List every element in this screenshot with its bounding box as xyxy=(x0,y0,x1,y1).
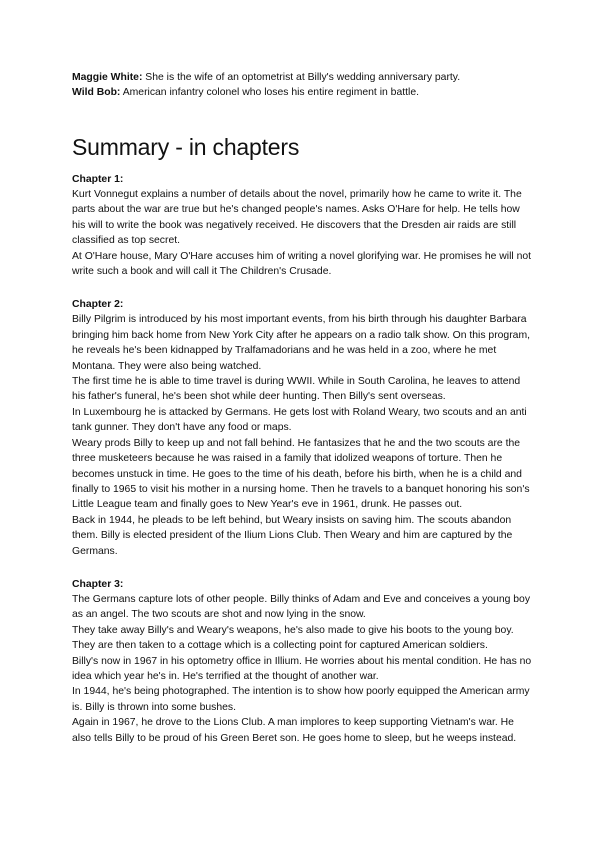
character-list xyxy=(72,70,532,100)
character-description: She is the wife of an optometrist at Billy's wedding anniversary party. xyxy=(142,72,461,83)
chapter-paragraph: Kurt Vonnegut explains a number of details about the novel, primarily how he came to write it. The parts about the war are true but he's changed people's names. Asks O'Hare for help. He tells how his will to write the book was negatively received. He discovers that the Dresden air raids are still classified as top secret. xyxy=(72,189,522,247)
chapter-paragraph: In Luxembourg he is attacked by Germans. He gets lost with Roland Weary, two scouts and an anti tank gunner. They don't have any food or maps. xyxy=(72,406,527,434)
chapter-paragraph: Weary prods Billy to keep up and not fall behind. He fantasizes that he and the two scouts are the three musketeers because he was raised in a family that idolized weapons of torture. Then he becomes unstuck in time. He goes to the time of his death, before his birth, when he is a child and finally to 1965 to visit his mother in a nursing home. Then he travels to a banquet honoring his son's Little League team and finally goes to New Year's eve in 1961, drunk. He passes out. xyxy=(72,437,530,511)
character-name: Maggie White: xyxy=(72,72,143,83)
chapter-paragraph: In 1944, he's being photographed. The intention is to show how poorly equipped the American army is. Billy is thrown into some bushes. xyxy=(72,686,530,713)
chapter-paragraph: The first time he is able to time travel is during WWII. While in South Carolina, he leaves to attend his father's funeral, he's been shot while deer hunting. Then Billy's sent overseas. xyxy=(72,376,521,403)
character-entry-wild-bob xyxy=(72,85,532,100)
chapter-3 xyxy=(72,577,532,746)
character-entry-maggie-white xyxy=(72,70,532,85)
chapter-paragraph: Again in 1967, he drove to the Lions Club. A man implores to keep supporting Vietnam's war. He also tells Billy to be proud of his Green Beret son. He goes home to sleep, but he weeps instead. xyxy=(72,717,517,744)
chapter-paragraph: Billy's now in 1967 in his optometry office in Illium. He worries about his mental condition. He has no idea which year he's in. He's terrified at the thought of another war. xyxy=(72,655,532,682)
summary-heading: Summary - in chapters xyxy=(72,134,300,160)
character-description: American infantry colonel who loses his entire regiment in battle. xyxy=(120,87,419,98)
chapter-paragraph: Back in 1944, he pleads to be left behind, but Weary insists on saving him. The scouts abandon them. Billy is elected president of the Ilium Lions Club. Then Weary and him are captured by the Germans. xyxy=(72,514,513,557)
character-name: Wild Bob: xyxy=(72,87,121,98)
document-page xyxy=(72,70,532,764)
chapter-paragraph: They take away Billy's and Weary's weapons, he's also made to give his boots to the young boy. They are then taken to a cottage which is a collecting point for captured American soldiers. xyxy=(72,624,514,652)
chapter-paragraph: Billy Pilgrim is introduced by his most important events, from his birth through his daughter Barbara bringing him back home from New York City after he appears on a radio talk show. On this program, he reveals he's been kidnapped by Tralfamadorians and he was held in a zoo, where he met Montana. They were also being watched. xyxy=(72,314,530,372)
chapter-title: Chapter 2: xyxy=(72,299,124,311)
chapter-title: Chapter 3: xyxy=(72,578,124,590)
chapter-title: Chapter 1: xyxy=(72,174,124,185)
chapter-paragraph: The Germans capture lots of other people. Billy thinks of Adam and Eve and conceives a young boy as an angel. The two scouts are shot and now lying in the snow. xyxy=(72,593,531,621)
chapter-2 xyxy=(72,297,532,559)
chapter-1 xyxy=(72,172,532,279)
chapter-paragraph: At O'Hare house, Mary O'Hare accuses him of writing a novel glorifying war. He promises he will not write such a book and will call it The Children's Crusade. xyxy=(72,250,532,278)
